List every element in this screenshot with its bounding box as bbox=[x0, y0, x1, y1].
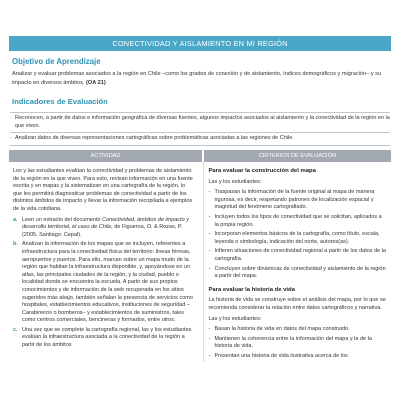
bullet-mark: · bbox=[10, 115, 12, 121]
criteria-intro: La historia de vida se construye sobre el análisis del mapa, por lo que se recomienda considerar la relación entre datos cartográficos y narrativa. bbox=[208, 297, 386, 311]
document-citation: Conectividad, ámbitos de impacto y desarrollo territorial, el caso de Chile, bbox=[22, 216, 189, 231]
indicators-heading: Indicadores de Evaluación bbox=[12, 97, 108, 106]
criteria-text: Infieren situaciones de conectividad regional a partir de los datos de la cartografía. bbox=[214, 248, 386, 262]
criteria-text: Concluyen sobre dinámicas de conectividad y aislamiento de la región a partir del mapa. bbox=[214, 265, 386, 280]
criteria-text: Incorporan elementos básicos de la cartografía, como título, escala, leyenda o simbología, indicación del norte, autores(as). bbox=[214, 231, 380, 245]
criteria-item bbox=[208, 266, 387, 281]
indicators-list bbox=[10, 111, 390, 146]
section-title-bar: CONECTIVIDAD Y AISLAMIENTO EN MI REGIÓN bbox=[9, 36, 391, 51]
divider bbox=[10, 145, 390, 146]
step-marker: a. bbox=[13, 216, 18, 223]
dash-mark: - bbox=[208, 213, 211, 220]
objective-body: Analizar y evaluar problemas asociados a la región en Chile –como los grados de conexión y de aislamiento, índices demográficos y migración– y su impacto en diversos ámbitos. bbox=[12, 71, 382, 86]
objective-heading: Objetivo de Aprendizaje bbox=[12, 57, 101, 66]
bullet-mark: · bbox=[10, 135, 12, 141]
criteria-intro: Las y los estudiantes: bbox=[208, 315, 262, 322]
objective-text bbox=[12, 70, 388, 87]
criteria-item bbox=[208, 248, 387, 263]
step-text: Analizan la información de los mapas que se incluyen, referentes a infraestructura para la conectividad física del territorio: líneas férreas, aeropuertos y puertos. Para ello, marcan sobre un mapa mudo de la región que habitan la infraestructura disponible, y, apoyándose en un atlas, las principales ciudades de la región, y la ciudad, pueblo o localidad donde se encuentra la escuela. A partir de sus propios conocimientos y de información de la web recuperada en los sitios sugeridos más abajo, también señalan la presencia de servicios como hospitales, establecimientos educativos, instituciones de seguridad –Carabineros o bomberos– y establecimientos de suministros, tales como centros comerciales, bencineras y formados, entre otros. bbox=[22, 241, 193, 324]
step-text: Una vez que se complete la cartografía regional, las y los estudiantes evalúan la infraestructura asociada a la conectividad de la región a partir de los ámbitos bbox=[22, 326, 192, 349]
column-header-criteria: CRITERIOS DE EVALUACIÓN bbox=[204, 150, 391, 162]
criteria-text: Traspasan la información de la fuente original al mapa de manera rigurosa, es decir, respetando patrones de localización espacial y magnitud del fenómeno cartografiado. bbox=[214, 189, 375, 211]
indicator-item bbox=[10, 114, 390, 131]
criteria-item bbox=[208, 336, 387, 351]
activity-criteria-table bbox=[9, 150, 391, 400]
dash-mark: - bbox=[208, 189, 211, 196]
dash-mark: - bbox=[208, 231, 211, 238]
criteria-section-heading: Para evaluar la construcción del mapa bbox=[208, 168, 316, 174]
activity-intro: Los y las estudiantes evalúan la conectividad y problemas de aislamiento de la región en la que viven. Para esto, revisan información en una fuente escrita y en mapas y la sistematizan en una cartografía de la región, lo que les permitirá diagnosticar problemas de conectividad a partir de los distintos ámbitos de impacto y llevar la información recopilada a ejemplos de la vida cotidiana. bbox=[13, 168, 193, 212]
dash-mark: - bbox=[208, 265, 211, 272]
dash-mark: - bbox=[208, 326, 211, 333]
step-marker: c. bbox=[13, 326, 18, 333]
criteria-intro: Las y los estudiantes: bbox=[208, 178, 262, 185]
criteria-item bbox=[208, 326, 387, 334]
indicator-item bbox=[10, 134, 390, 143]
criteria-item bbox=[208, 353, 387, 361]
indicator-text: Analizan datos de diversas representaciones cartográficas sobre problemáticas asociadas a las regiones de Chile. bbox=[15, 135, 294, 141]
criteria-item bbox=[208, 189, 387, 212]
activity-column bbox=[9, 162, 199, 362]
criteria-column bbox=[203, 162, 391, 362]
table-body bbox=[9, 162, 391, 362]
objective-code: (OA 21) bbox=[86, 79, 106, 86]
column-header-activity: ACTIVIDAD bbox=[9, 150, 202, 162]
criteria-text: Basan la historia de vida en datos del mapa construido. bbox=[214, 326, 350, 333]
criteria-item bbox=[208, 231, 387, 246]
criteria-item bbox=[208, 214, 387, 229]
divider bbox=[10, 132, 390, 133]
criteria-text: Presentan una historia de vida ilustrativa acerca de los bbox=[214, 352, 348, 359]
activity-step bbox=[13, 241, 195, 325]
table-header bbox=[9, 150, 391, 162]
criteria-text: Incluyen todos los tipos de conectividad que se solicitan, aplicados a la propia región. bbox=[214, 213, 382, 228]
dash-mark: - bbox=[208, 352, 211, 359]
step-marker: b. bbox=[13, 241, 18, 248]
activity-step bbox=[13, 217, 195, 240]
step-text-part: Leen un extracto del documento bbox=[22, 216, 103, 223]
criteria-section-heading: Para evaluar la historia de vida bbox=[208, 286, 295, 293]
divider bbox=[10, 112, 390, 113]
dash-mark: - bbox=[208, 335, 211, 342]
activity-step bbox=[13, 327, 195, 350]
indicator-text: Reconocen, a partir de datos e información geográfica de diversas fuentes, algunos impactos asociados al aislamiento y la conectividad de la región en la que viven. bbox=[15, 115, 390, 129]
dash-mark: - bbox=[208, 248, 211, 255]
criteria-text: Mantienen la coherencia entre la información del mapa y la de la historia de vida. bbox=[214, 335, 372, 350]
step-text-part: de Figueroa, O. & Rozas, P. (2005. Santiago: Cepal). bbox=[22, 224, 183, 238]
step-text bbox=[22, 217, 195, 240]
